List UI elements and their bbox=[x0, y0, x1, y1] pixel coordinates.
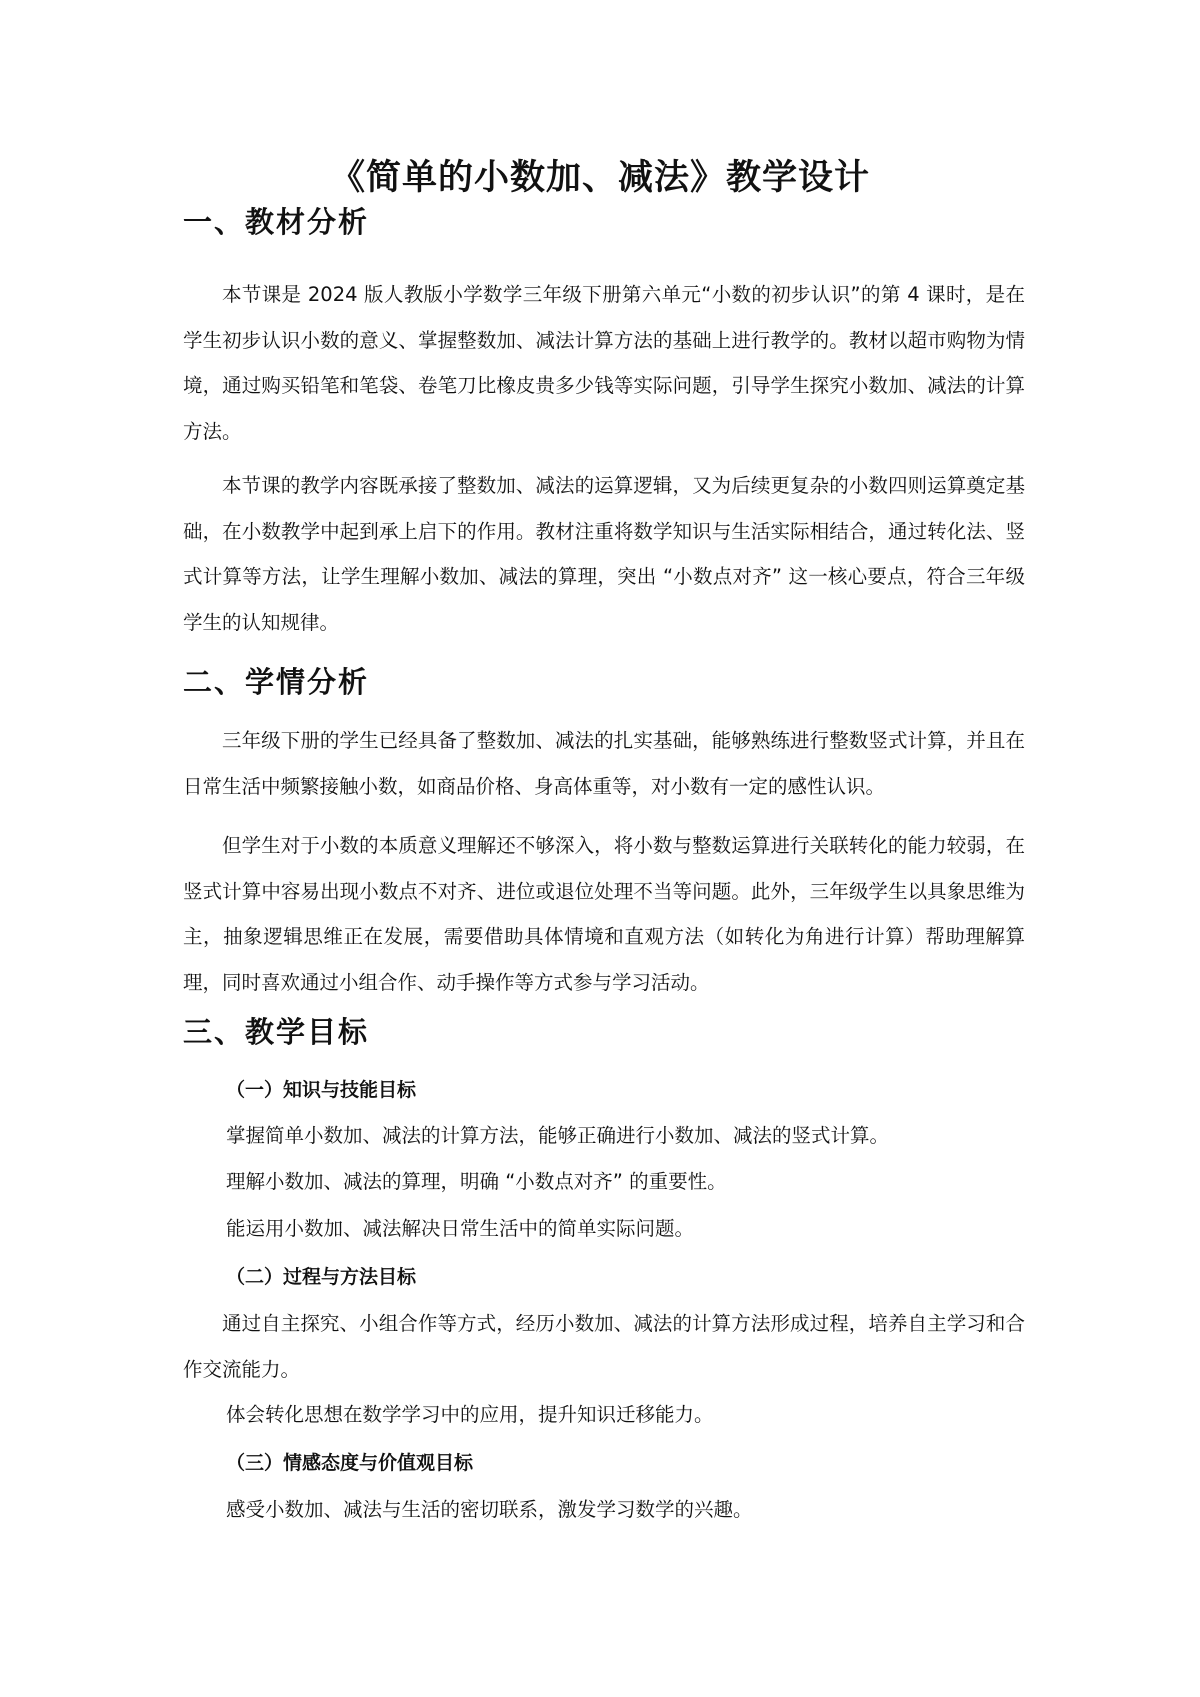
objective-item: 感受小数加、减法与生活的密切联系，激发学习数学的兴趣。 bbox=[226, 1498, 753, 1521]
section-heading-materials: 一、教材分析 bbox=[183, 205, 370, 239]
paragraph: 但学生对于小数的本质意义理解还不够深入，将小数与整数运算进行关联转化的能力较弱，在竖式计算中容易出现小数点不对齐、进位或退位处理不当等问题。此外，三年级学生以具象思维为主，抽象逻辑思维正在发展，需要借助具体情境和直观方法（如转化为角进行计算）帮助理解算理，同时喜欢通过小组合作、动手操作等方式参与学习活动。 bbox=[183, 834, 1025, 994]
section-heading-objectives: 三、教学目标 bbox=[183, 1015, 370, 1049]
objective-item: 能运用小数加、减法解决日常生活中的简单实际问题。 bbox=[226, 1217, 695, 1240]
document-title: 《简单的小数加、减法》教学设计 bbox=[329, 158, 870, 198]
paragraph: 三年级下册的学生已经具备了整数加、减法的扎实基础，能够熟练进行整数竖式计算，并且在日常生活中频繁接触小数，如商品价格、身高体重等，对小数有一定的感性认识。 bbox=[183, 729, 1025, 798]
objective-item: 理解小数加、减法的算理，明确 “小数点对齐” 的重要性。 bbox=[226, 1170, 727, 1193]
paragraph: 本节课的教学内容既承接了整数加、减法的运算逻辑，又为后续更复杂的小数四则运算奠定基础，在小数教学中起到承上启下的作用。教材注重将数学知识与生活实际相结合，通过转化法、竖式计算等方法，让学生理解小数加、减法的算理，突出 “小数点对齐” 这一核心要点，符合三年级学生的认知规律。 bbox=[183, 474, 1025, 634]
subsection-heading-attitude: （三）情感态度与价值观目标 bbox=[226, 1452, 474, 1474]
paragraph: 通过自主探究、小组合作等方式，经历小数加、减法的计算方法形成过程，培养自主学习和合作交流能力。 bbox=[183, 1312, 1025, 1381]
subsection-heading-knowledge: （一）知识与技能目标 bbox=[226, 1079, 417, 1101]
paragraph: 本节课是 2024 版人教版小学数学三年级下册第六单元“小数的初步认识”的第 4 课时，是在学生初步认识小数的意义、掌握整数加、减法计算方法的基础上进行教学的。教材以超市购物为情境，通过购买铅笔和笔袋、卷笔刀比橡皮贵多少钱等实际问题，引导学生探究小数加、减法的计算方法。 bbox=[183, 283, 1025, 443]
objective-item: 掌握简单小数加、减法的计算方法，能够正确进行小数加、减法的竖式计算。 bbox=[226, 1124, 890, 1147]
objective-item: 体会转化思想在数学学习中的应用，提升知识迁移能力。 bbox=[226, 1403, 714, 1426]
subsection-heading-process: （二）过程与方法目标 bbox=[226, 1266, 417, 1288]
section-heading-learners: 二、学情分析 bbox=[183, 665, 370, 699]
